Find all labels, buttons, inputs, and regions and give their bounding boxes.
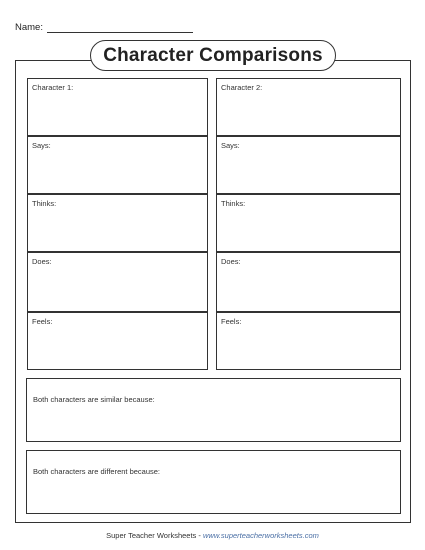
character-1-thinks-label: Thinks:: [32, 199, 57, 208]
character-2-feels-box[interactable]: [216, 312, 401, 370]
character-1-thinks-box[interactable]: [27, 194, 208, 252]
similar-box[interactable]: [26, 378, 401, 442]
footer-url[interactable]: www.superteacherworksheets.com: [202, 531, 319, 540]
name-input-line[interactable]: [47, 22, 193, 33]
footer: [0, 531, 425, 540]
character-1-box[interactable]: [27, 78, 208, 136]
footer-brand: Super Teacher Worksheets: [106, 531, 197, 540]
character-2-does-box[interactable]: [216, 252, 401, 312]
character-1-label: Character 1:: [32, 83, 74, 92]
character-1-does-box[interactable]: [27, 252, 208, 312]
similar-label: Both characters are similar because:: [33, 395, 155, 404]
worksheet-title: [90, 40, 336, 71]
name-label: Name:: [15, 22, 43, 33]
character-1-feels-box[interactable]: [27, 312, 208, 370]
character-1-says-box[interactable]: [27, 136, 208, 194]
different-box[interactable]: [26, 450, 401, 514]
worksheet-title-text: Character Comparisons: [103, 44, 323, 66]
character-2-feels-label: Feels:: [221, 317, 242, 326]
character-2-says-box[interactable]: [216, 136, 401, 194]
name-row: [15, 22, 193, 33]
character-2-thinks-label: Thinks:: [221, 199, 246, 208]
character-2-does-label: Does:: [221, 257, 241, 266]
character-2-thinks-box[interactable]: [216, 194, 401, 252]
character-2-says-label: Says:: [221, 141, 240, 150]
character-2-label: Character 2:: [221, 83, 263, 92]
character-1-does-label: Does:: [32, 257, 52, 266]
character-2-box[interactable]: [216, 78, 401, 136]
character-1-feels-label: Feels:: [32, 317, 53, 326]
character-1-says-label: Says:: [32, 141, 51, 150]
different-label: Both characters are different because:: [33, 467, 161, 476]
footer-separator: -: [196, 531, 203, 540]
